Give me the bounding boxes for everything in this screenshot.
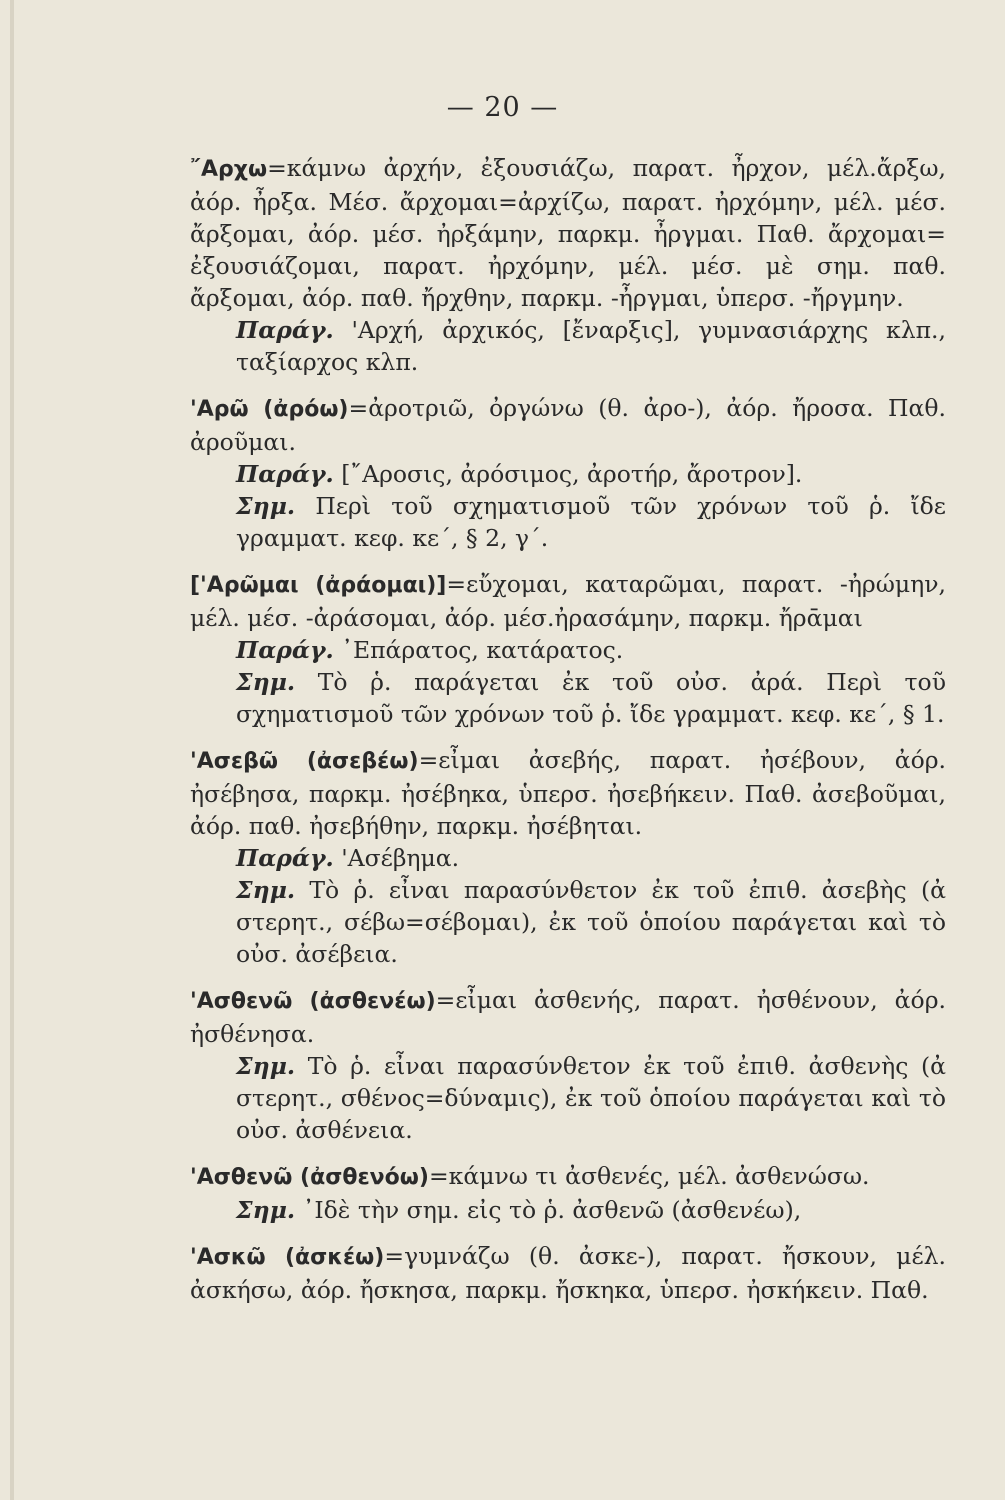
note-text: Τὸ ῥ. εἶναι παρασύνθετον ἐκ τοῦ ἐπιθ. ἀσθενὴς (ἀ στερητ., σθένος=δύναμις), ἐκ τοῦ ὁποίου παράγεται καὶ τὸ οὐσ. ἀσθένεια.: [236, 1052, 946, 1144]
note-label: Παράγ.: [236, 636, 334, 664]
entry-note: [190, 490, 946, 554]
headword: ['Αρῶμαι (ἀράομαι)]: [190, 573, 447, 598]
definition-text: =ἀροτριῶ, ὀργώνω (θ. ἀρο-), ἀόρ. ἤροσα. Παθ. ἀροῦμαι.: [190, 394, 946, 456]
entry-definition: [190, 1240, 946, 1306]
entry: [190, 744, 946, 970]
entry: [190, 984, 946, 1146]
note-text: [῎Αροσις, ἀρόσιμος, ἀροτήρ, ἄροτρον].: [341, 460, 803, 488]
note-text: 'Αρχή, ἀρχικός, [ἔναρξις], γυμνασιάρχης κλπ., ταξίαρχος κλπ.: [236, 316, 946, 376]
entry-definition: [190, 152, 946, 314]
entry-note: [190, 458, 946, 490]
entry-definition: [190, 568, 946, 634]
headword: 'Ασκῶ (ἀσκέω): [190, 1245, 385, 1270]
entry-definition: [190, 984, 946, 1050]
entry-definition: [190, 392, 946, 458]
note-text: Τὸ ῥ. παράγεται ἐκ τοῦ οὐσ. ἀρά. Περὶ τοῦ σχηματισμοῦ τῶν χρόνων τοῦ ῥ. ἴδε γραμματ. κεφ. κε΄, § 1.: [236, 668, 946, 728]
page-number: — 20 —: [446, 92, 559, 123]
note-label: Παράγ.: [236, 316, 334, 344]
entry: [190, 1240, 946, 1306]
note-label: Σημ.: [236, 492, 296, 520]
note-text: Περὶ τοῦ σχηματισμοῦ τῶν χρόνων τοῦ ῥ. ἴδε γραμματ. κεφ. κε΄, § 2, γ΄.: [236, 492, 946, 552]
definition-text: =εὔχομαι, καταρῶμαι, παρατ. -ἠρώμην, μέλ. μέσ. -ἀράσομαι, ἀόρ. μέσ.ἠρασάμην, παρκμ. ἤρᾱμαι: [190, 570, 946, 632]
entry-definition: [190, 744, 946, 842]
definition-text: =εἶμαι ἀσεβής, παρατ. ἠσέβουν, ἀόρ. ἠσέβησα, παρκμ. ἠσέβηκα, ὑπερσ. ἠσεβήκειν. Παθ. ἀσεβοῦμαι, ἀόρ. παθ. ἠσεβήθην, παρκμ. ἠσέβηται.: [190, 746, 947, 840]
note-text: ᾽Ιδὲ τὴν σημ. εἰς τὸ ῥ. ἀσθενῶ (ἀσθενέω),: [302, 1196, 802, 1224]
entry-note: [190, 634, 946, 666]
entry-note: [190, 1194, 946, 1226]
note-label: Σημ.: [236, 668, 296, 696]
entry-note: [190, 1050, 946, 1146]
headword: 'Ασεβῶ (ἀσεβέω): [190, 749, 419, 774]
note-label: Παράγ.: [236, 844, 334, 872]
note-label: Σημ.: [236, 1052, 296, 1080]
entry: [190, 392, 946, 554]
entry-note: [190, 874, 946, 970]
headword: ῎Αρχω: [190, 157, 268, 182]
note-text: ᾽Επάρατος, κατάρατος.: [341, 636, 624, 664]
page-edge: [10, 0, 14, 1500]
note-label: Σημ.: [236, 876, 296, 904]
headword: 'Ασθενῶ (ἀσθενέω): [190, 989, 436, 1014]
definition-text: =γυμνάζω (θ. ἀσκε-), παρατ. ἤσκουν, μέλ. ἀσκήσω, ἀόρ. ἤσκησα, παρκμ. ἤσκηκα, ὑπερσ. ἠσκήκειν. Παθ.: [190, 1242, 946, 1304]
entry-definition: [190, 1160, 946, 1194]
entry: [190, 1160, 946, 1226]
headword: 'Αρῶ (ἀρόω): [190, 397, 349, 422]
definition-text: =εἶμαι ἀσθενής, παρατ. ἠσθένουν, ἀόρ. ἠσθένησα.: [190, 986, 946, 1048]
note-text: Τὸ ῥ. εἶναι παρασύνθετον ἐκ τοῦ ἐπιθ. ἀσεβὴς (ἀ στερητ., σέβω=σέβομαι), ἐκ τοῦ ὁποίου παράγεται καὶ τὸ οὐσ. ἀσέβεια.: [236, 876, 946, 968]
headword: 'Ασθενῶ (ἀσθενόω): [190, 1165, 429, 1190]
entry: [190, 568, 946, 730]
note-label: Παράγ.: [236, 460, 334, 488]
note-text: 'Ασέβημα.: [341, 844, 460, 872]
entry-note: [190, 666, 946, 730]
definition-text: =κάμνω ἀρχήν, ἐξουσιάζω, παρατ. ἦρχον, μέλ.ἄρξω, ἀόρ. ἦρξα. Μέσ. ἄρχομαι=ἀρχίζω, παρατ. ἠρχόμην, μέλ. μέσ. ἄρξομαι, ἀόρ. μέσ. ἠρξάμην, παρκμ. ἦργμαι. Παθ. ἄρχομαι= ἐξουσιάζομαι, παρατ. ἠρχόμην, μέλ. μέσ. μὲ σημ. παθ. ἄρξομαι, ἀόρ. παθ. ἤρχθην, παρκμ. -ἦργμαι, ὑπερσ. -ἤργμην.: [190, 154, 946, 312]
entry-note: [190, 314, 946, 378]
definition-text: =κάμνω τι ἀσθενές, μέλ. ἀσθενώσω.: [428, 1162, 870, 1190]
entry: [190, 152, 946, 378]
note-label: Σημ.: [236, 1196, 296, 1224]
dictionary-text: [190, 152, 946, 1320]
entry-note: [190, 842, 946, 874]
